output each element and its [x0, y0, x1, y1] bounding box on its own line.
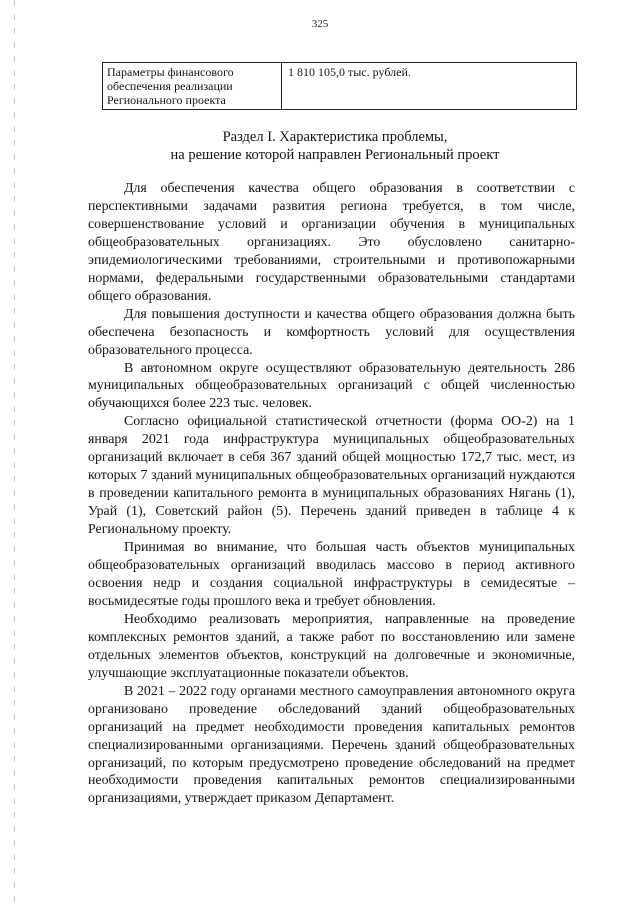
paragraph-quality-requirements: Для обеспечения качества общего образования в соответствии с перспективными задачами развития региона требуется, в том числе, совершенствование условий и организации обучения в муниципальных общеобразовательных организациях. Это обусловлено санитарно-эпидемиологическими требованиями, строительными и противопожарными нормами, федеральными государственными образовательными стандартами общего образования. — [88, 181, 575, 304]
paragraph-repair-measures: Необходимо реализовать мероприятия, направленные на проведение комплексных ремонтов зданий, а также работ по восстановлению или замене отдельных элементов объектов, конструкций на долговечные и экономичные, улучшающие эксплуатационные показатели объектов. — [88, 611, 575, 681]
body-text — [88, 180, 575, 808]
section-heading — [90, 128, 580, 164]
table-row — [103, 63, 577, 110]
paragraph-organizations-count: В автономном округе осуществляют образовательную деятельность 286 муниципальных общеобразовательных организаций с общей численностью обучающихся более 223 тыс. человек. — [88, 360, 575, 412]
section-heading-line-2: на решение которой направлен Региональный проект — [170, 147, 500, 163]
scan-edge-artifact — [14, 0, 15, 905]
paragraph-inspections: В 2021 – 2022 году органами местного самоуправления автономного округа организовано проведение обследований зданий общеобразовательных организаций на предмет необходимости проведения капитальных ремонтов специализированными организациями. Перечень зданий общеобразовательных организаций, по которым предусмотрено проведение обследований на предмет необходимости проведения капитальных ремонтов специализированными организациями, утверждает приказом Департамент. — [88, 683, 575, 807]
paragraph-statistics: Согласно официальной статистической отчетности (форма ОО-2) на 1 января 2021 года инфраструктура муниципальных общеобразовательных организаций включает в себя 367 зданий общей мощностью 172,7 тыс. мест, из которых 7 зданий муниципальных общеобразовательных организаций нуждаются в проведении капитального ремонта в муниципальных образованиях Нягань (1), Урай (1), Советский район (5). Перечень зданий приведен в таблице 4 к Региональному проекту. — [88, 414, 575, 538]
paragraph-mass-construction: Принимая во внимание, что большая часть объектов муниципальных общеобразовательных организаций вводилась массово в период активного освоения недр и создания социальной инфраструктуры в семидесятые – восьмидесятые годы прошлого века и требует обновления. — [88, 540, 575, 609]
financing-params-value: 1 810 105,0 тыс. рублей. — [282, 63, 577, 110]
page-number: 325 — [311, 18, 329, 30]
financing-params-table — [102, 62, 577, 110]
paragraph-safety-comfort: Для повышения доступности и качества общего образования должна быть обеспечена безопасность и комфортность условий для осуществления образовательного процесса. — [88, 306, 575, 358]
section-heading-line-1: Раздел I. Характеристика проблемы, — [222, 129, 448, 145]
financing-params-label: Параметры финансового обеспечения реализации Регионального проекта — [103, 63, 282, 110]
